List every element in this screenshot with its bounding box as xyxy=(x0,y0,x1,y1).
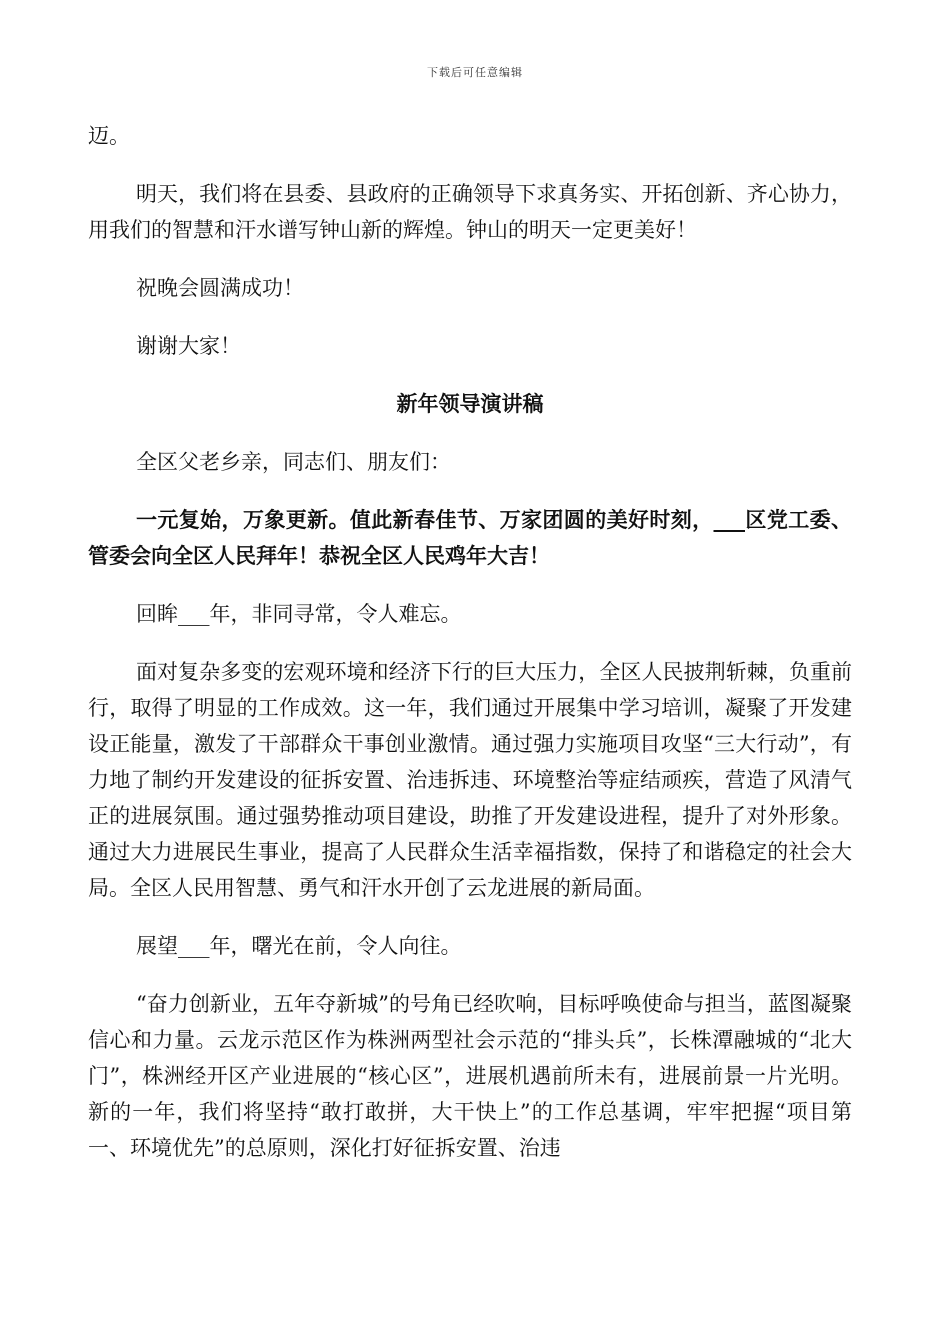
paragraph-new-year-wishes: 一元复始，万象更新。值此新春佳节、万家团圆的美好时刻，___区党工委、管委会向全区人民拜年！恭祝全区人民鸡年大吉！ xyxy=(88,507,852,568)
section-title: 新年领导演讲稿 xyxy=(396,391,544,416)
document-body xyxy=(88,118,852,1188)
paragraph-look-back: 回眸___年，非同寻常，令人难忘。 xyxy=(136,602,462,626)
paragraph-plans: “奋力创新业，五年夺新城”的号角已经吹响，目标呼唤使命与担当，蓝图凝聚信心和力量。云龙示范区作为株洲两型社会示范的“排头兵”，长株潭融城的“北大门”，株洲经开区产业进展的“核心区”，进展机遇前所未有，进展前景一片光明。新的一年，我们将坚持“敢打敢拼，大干快上”的工作总基调，牢牢把握“项目第一、环境优先”的总原则，深化打好征拆安置、治违 xyxy=(88,992,852,1160)
page-header: 下载后可任意编辑 xyxy=(427,66,523,79)
paragraph-achievements: 面对复杂多变的宏观环境和经济下行的巨大压力，全区人民披荆斩棘，负重前行，取得了明显的工作成效。这一年，我们通过开展集中学习培训，凝聚了开发建设正能量，激发了干部群众干事创业激情。通过强力实施项目攻坚“三大行动”，有力地了制约开发建设的征拆安置、治违拆违、环境整治等症结顽疾，营造了风清气正的进展氛围。通过强势推动项目建设，助推了开发建设进程，提升了对外形象。通过大力进展民生事业，提高了人民群众生活幸福指数，保持了和谐稳定的社会大局。全区人民用智慧、勇气和汗水开创了云龙进展的新局面。 xyxy=(88,660,852,900)
paragraph-greeting: 全区父老乡亲，同志们、朋友们： xyxy=(136,450,451,474)
paragraph-tomorrow: 明天，我们将在县委、县政府的正确领导下求真务实、开拓创新、齐心协力，用我们的智慧和汗水谱写钟山新的辉煌。钟山的明天一定更美好！ xyxy=(88,182,852,242)
paragraph-continuation: 迈。 xyxy=(88,124,130,148)
paragraph-wish: 祝晚会圆满成功！ xyxy=(136,276,304,300)
paragraph-look-ahead: 展望___年，曙光在前，令人向往。 xyxy=(136,934,462,958)
paragraph-thanks: 谢谢大家！ xyxy=(136,334,241,358)
